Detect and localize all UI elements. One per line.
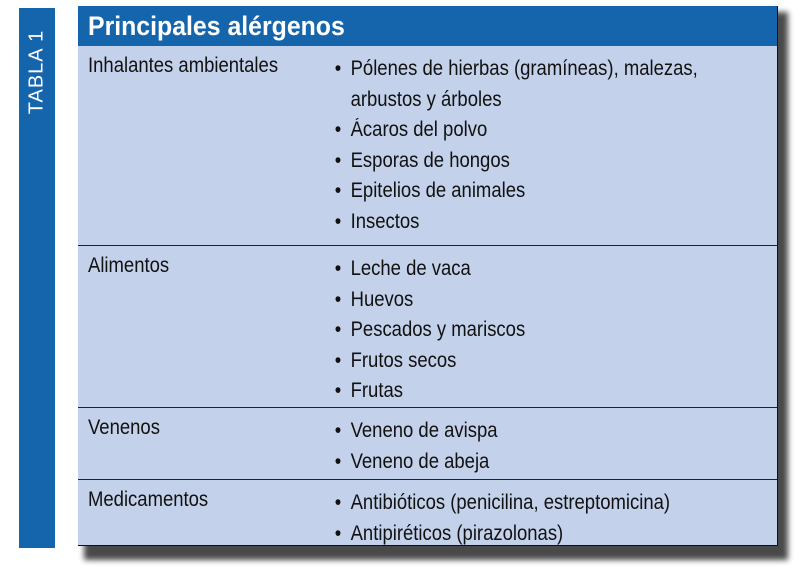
list-item: • Frutos secos bbox=[333, 346, 773, 377]
row-category: Medicamentos bbox=[88, 488, 209, 511]
table-title-bar bbox=[78, 6, 777, 46]
table-rows bbox=[78, 46, 777, 546]
list-item: • Antipiréticos (pirazolonas) bbox=[333, 519, 773, 550]
bullet-icon: • bbox=[334, 257, 342, 280]
list-item: • Antibióticos (penicilina, estreptomicina) bbox=[333, 488, 773, 519]
bullet-icon: • bbox=[334, 287, 342, 311]
list-item: • Veneno de abeja bbox=[333, 447, 773, 478]
bullet-icon: • bbox=[334, 449, 342, 473]
bullet-icon: • bbox=[334, 179, 342, 202]
allergen-table bbox=[78, 6, 778, 546]
side-tab-label: TABLA 1 bbox=[25, 29, 48, 115]
bullet-icon: • bbox=[334, 419, 342, 442]
bullet-icon: • bbox=[334, 209, 342, 233]
bullet-icon: • bbox=[334, 148, 342, 172]
table-row-inhalantes bbox=[78, 46, 777, 246]
list-item: • Ácaros del polvo bbox=[333, 115, 773, 146]
list-item: • Frutas bbox=[333, 376, 773, 407]
bullet-icon: • bbox=[334, 318, 342, 341]
list-item: • Epitelios de animales bbox=[333, 176, 773, 207]
row-category: Inhalantes ambientales bbox=[88, 54, 279, 77]
table-title: Principales alérgenos bbox=[88, 10, 345, 41]
bullet-icon: • bbox=[334, 57, 342, 80]
table-row-medicamentos bbox=[78, 480, 777, 546]
side-tab bbox=[19, 8, 55, 548]
item-list bbox=[333, 416, 763, 477]
list-item: • Huevos bbox=[333, 285, 773, 316]
table-row-venenos bbox=[78, 408, 777, 480]
row-category: Venenos bbox=[88, 416, 160, 439]
list-item: • Veneno de avispa bbox=[333, 416, 773, 447]
list-item: • Insectos bbox=[333, 207, 773, 238]
list-item: • Pescados y mariscos bbox=[333, 315, 773, 346]
bullet-icon: • bbox=[334, 521, 342, 545]
table-row-alimentos bbox=[78, 246, 777, 408]
bullet-icon: • bbox=[334, 491, 342, 514]
bullet-icon: • bbox=[334, 118, 342, 141]
item-list bbox=[333, 488, 763, 549]
bullet-icon: • bbox=[334, 379, 342, 402]
list-item: • Leche de vaca bbox=[333, 254, 773, 285]
item-list bbox=[333, 254, 763, 407]
list-item: • Esporas de hongos bbox=[333, 146, 773, 177]
row-category: Alimentos bbox=[88, 254, 170, 277]
list-item: • Pólenes de hierbas (gramíneas), malezas, arbustos y árboles bbox=[333, 54, 773, 115]
item-list bbox=[333, 54, 763, 237]
bullet-icon: • bbox=[334, 348, 342, 372]
